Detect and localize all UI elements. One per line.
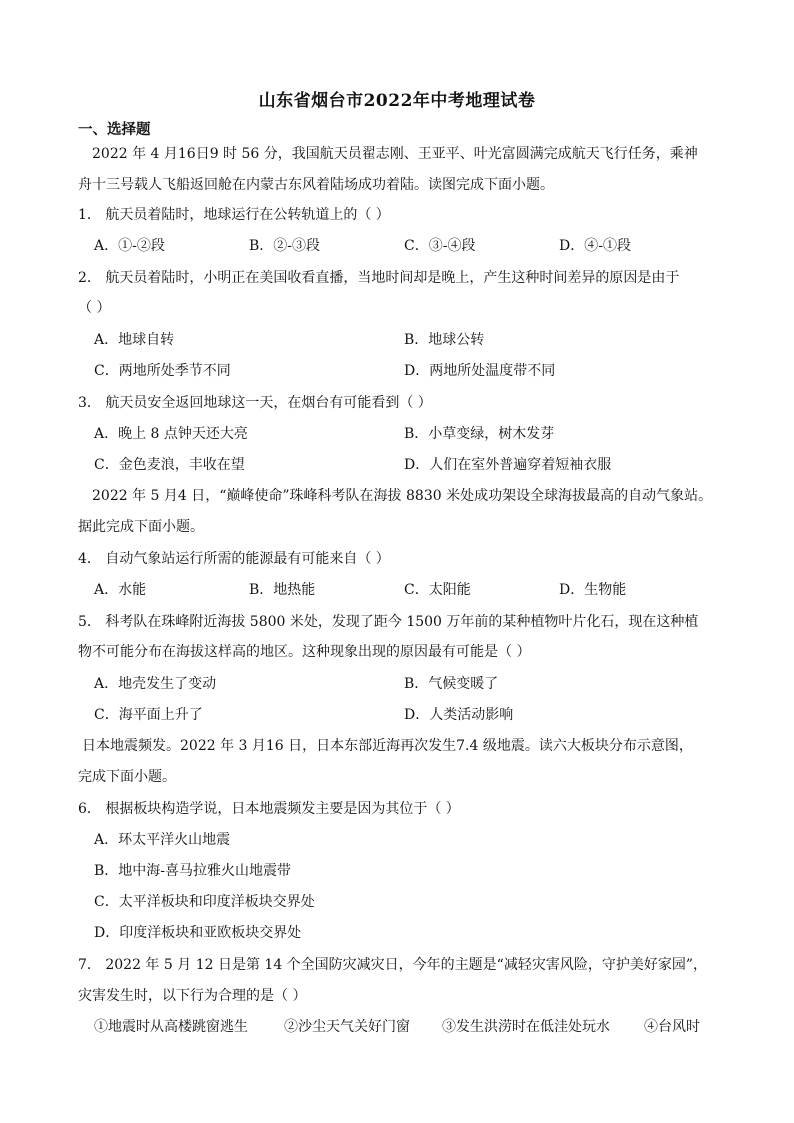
question-2-text-line-2: （ ） bbox=[78, 300, 111, 316]
q5-option-b[interactable]: B．气候变暖了 bbox=[404, 676, 499, 692]
question-5-text-line-1: 5． 科考队在珠峰附近海拔 5800 米处，发现了距今 1500 万年前的某种植物叶片化石，现在这种植 bbox=[78, 614, 699, 630]
q2-option-d[interactable]: D．两地所处温度带不同 bbox=[404, 363, 556, 379]
question-2-text-line-1: 2． 航天员着陆时，小明正在美国收看直播，当地时间却是晚上，产生这种时间差异的原因是由于 bbox=[78, 270, 680, 286]
intro2-line-1: 2022 年 5 月4 日，“巅峰使命”珠峰科考队在海拔 8830 米处成功架设全球海拔最高的自动气象站。 bbox=[92, 488, 713, 504]
q3-option-c[interactable]: C．金色麦浪，丰收在望 bbox=[94, 457, 245, 473]
q1-option-d[interactable]: D．④-①段 bbox=[559, 238, 631, 254]
q6-option-d[interactable]: D．印度洋板块和亚欧板块交界处 bbox=[94, 925, 302, 941]
exam-title: 山东省烟台市2022年中考地理试卷 bbox=[258, 91, 536, 111]
intro1-line-2: 舟十三号载人飞船返回舱在内蒙古东风着陆场成功着陆。读图完成下面小题。 bbox=[78, 177, 554, 193]
q3-option-a[interactable]: A．晚上 8 点钟天还大亮 bbox=[94, 426, 248, 442]
section-heading: 一、选择题 bbox=[78, 121, 151, 138]
q1-option-c[interactable]: C．③-④段 bbox=[404, 238, 476, 254]
q4-option-d[interactable]: D．生物能 bbox=[559, 582, 627, 598]
q6-option-b[interactable]: B．地中海-喜马拉雅火山地震带 bbox=[94, 863, 292, 879]
q4-option-c[interactable]: C．太阳能 bbox=[404, 582, 471, 598]
intro2-line-2: 据此完成下面小题。 bbox=[78, 519, 204, 535]
q3-option-b[interactable]: B．小草变绿，树木发芽 bbox=[404, 426, 555, 442]
q7-item-1: ①地震时从高楼跳窗逃生 bbox=[94, 1019, 248, 1035]
q7-item-3: ③发生洪涝时在低洼处玩水 bbox=[442, 1019, 610, 1035]
question-7-text-line-2: 灾害发生时，以下行为合理的是（ ） bbox=[78, 988, 307, 1004]
q7-item-2: ②沙尘天气关好门窗 bbox=[284, 1019, 410, 1035]
q5-option-d[interactable]: D．人类活动影响 bbox=[404, 707, 514, 723]
q5-option-c[interactable]: C．海平面上升了 bbox=[94, 707, 203, 723]
question-3-text: 3． 航天员安全返回地球这一天，在烟台有可能看到（ ） bbox=[78, 395, 432, 411]
question-4-text: 4． 自动气象站运行所需的能源最有可能来自（ ） bbox=[78, 551, 390, 567]
q5-option-a[interactable]: A．地壳发生了变动 bbox=[94, 676, 217, 692]
q2-option-c[interactable]: C．两地所处季节不同 bbox=[94, 363, 231, 379]
q3-option-d[interactable]: D．人们在室外普遍穿着短袖衣服 bbox=[404, 457, 612, 473]
intro1-line-1: 2022 年 4 月16日9 时 56 分，我国航天员翟志刚、王亚平、叶光富圆满完成航天飞行任务，乘神 bbox=[92, 146, 698, 162]
q4-option-a[interactable]: A．水能 bbox=[94, 582, 147, 598]
q6-option-c[interactable]: C．太平洋板块和印度洋板块交界处 bbox=[94, 894, 315, 910]
q1-option-a[interactable]: A．①-②段 bbox=[94, 238, 165, 254]
q2-option-b[interactable]: B．地球公转 bbox=[404, 332, 485, 348]
intro3-line-1: 日本地震频发。2022 年 3 月16 日，日本东部近海再次发生7.4 级地震。读六大板块分布示意图， bbox=[82, 738, 693, 754]
q4-option-b[interactable]: B．地热能 bbox=[249, 582, 316, 598]
q6-option-a[interactable]: A．环太平洋火山地震 bbox=[94, 832, 231, 848]
question-7-text-line-1: 7． 2022 年 5 月 12 日是第 14 个全国防灾减灾日，今年的主题是“减轻灾害风险，守护美好家园”， bbox=[78, 957, 707, 973]
question-5-text-line-2: 物不可能分布在海拔这样高的地区。这种现象出现的原因最有可能是（ ） bbox=[78, 644, 531, 660]
q2-option-a[interactable]: A．地球自转 bbox=[94, 332, 175, 348]
question-6-text: 6． 根据板块构造学说，日本地震频发主要是因为其位于（ ） bbox=[78, 801, 460, 817]
question-1-text: 1． 航天员着陆时，地球运行在公转轨道上的（ ） bbox=[78, 207, 390, 223]
q7-item-4: ④台风时 bbox=[644, 1019, 700, 1035]
intro3-line-2: 完成下面小题。 bbox=[78, 769, 176, 785]
q1-option-b[interactable]: B．②-③段 bbox=[249, 238, 321, 254]
